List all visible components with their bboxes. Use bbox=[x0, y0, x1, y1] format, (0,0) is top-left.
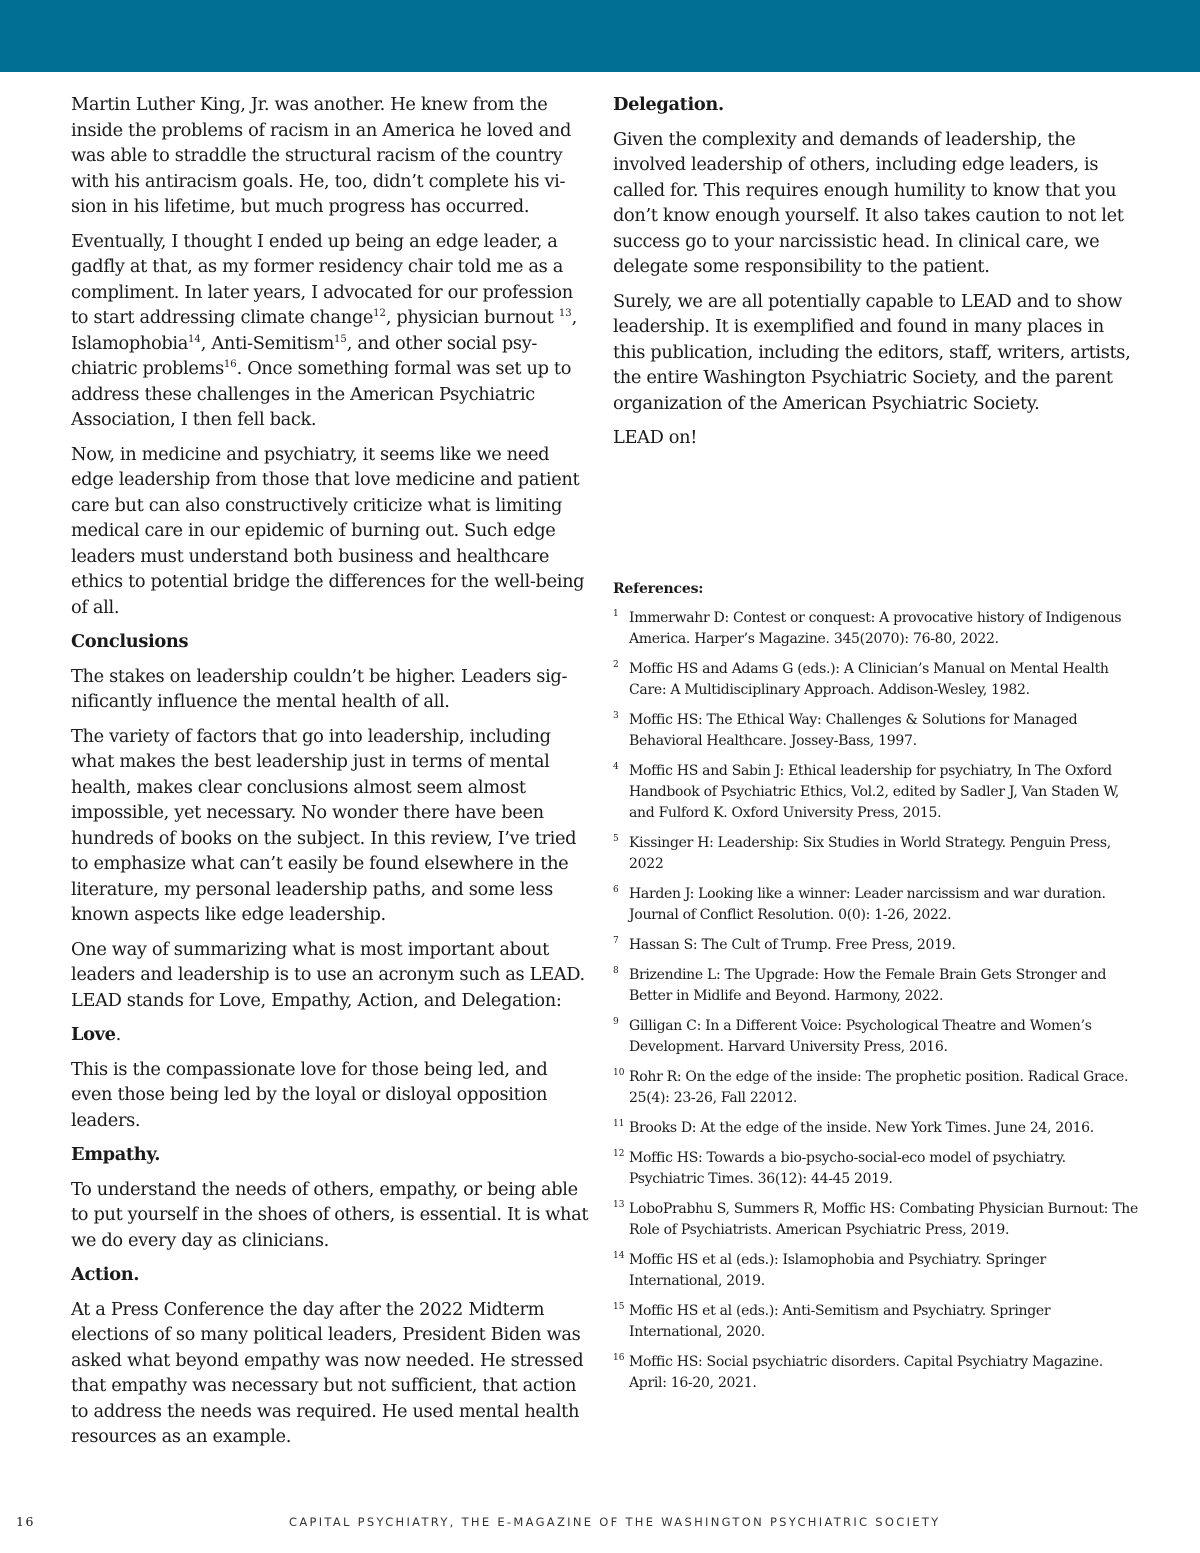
paragraph: Given the complexity and demands of leadership, the involved leadership of others, including edge leaders, is called for. This requires enough humility to know that you don’t know enough yourself. It also takes caution to not let success go to your narcissistic head. In clinical care, we delegate some responsibility to the patient. bbox=[613, 128, 1124, 277]
reference-item bbox=[613, 1148, 1138, 1190]
reference-item bbox=[613, 1016, 1138, 1058]
reference-text: Kissinger H: Leadership: Six Studies in World Strategy. Penguin Press, 2022 bbox=[629, 835, 1111, 872]
reference-text: Harden J: Looking like a winner: Leader narcissism and war duration. Journal of Conflict Resolution. 0(0): 1-26, 2022. bbox=[629, 886, 1106, 923]
page-footer bbox=[0, 1514, 1200, 1534]
section-heading: Empathy. bbox=[71, 1144, 161, 1165]
reference-number: 12 bbox=[613, 1149, 625, 1159]
reference-text: Brooks D: At the edge of the inside. New York Times. June 24, 2016. bbox=[629, 1120, 1094, 1136]
reference-item bbox=[613, 935, 1138, 956]
reference-number: 6 bbox=[613, 885, 619, 895]
paragraph: The variety of factors that go into leadership, including what makes the best leadership just in terms of mental health, makes clear conclusions almost seem almost impossible, yet necessary. No wonder there have been hundreds of books on the subject. In this review, I’ve tried to emphasize what can’t easily be found elsewhere in the literature, my personal leadership paths, and some less known aspects like edge leadership. bbox=[71, 725, 577, 925]
reference-number: 2 bbox=[613, 660, 619, 670]
paragraph: LEAD on! bbox=[613, 427, 698, 448]
references-list bbox=[613, 608, 1138, 1394]
reference-number: 5 bbox=[613, 834, 619, 844]
reference-number: 10 bbox=[613, 1068, 625, 1078]
reference-item bbox=[613, 1250, 1138, 1292]
reference-number: 11 bbox=[613, 1119, 625, 1129]
reference-text: Moffic HS: Towards a bio-psycho-social-eco model of psychiatry. Psychiatric Times. 36(12): 44-45 2019. bbox=[629, 1150, 1066, 1187]
reference-item bbox=[613, 659, 1138, 701]
reference-text: Moffic HS: The Ethical Way: Challenges & Solutions for Managed Behavioral Healthcare. Jossey-Bass, 1997. bbox=[629, 712, 1078, 749]
reference-number: 16 bbox=[613, 1353, 625, 1363]
reference-item bbox=[613, 833, 1138, 875]
reference-text: Brizendine L: The Upgrade: How the Female Brain Gets Stronger and Better in Midlife and Beyond. Harmony, 2022. bbox=[629, 967, 1107, 1004]
section-heading: Delegation. bbox=[613, 94, 724, 115]
reference-text: Moffic HS and Sabin J: Ethical leadership for psychiatry, In The Oxford Handbook of Psychiatric Ethics, Vol.2, edited by Sadler J, Van Staden W, and Fulford K. Oxford University Press, 2015. bbox=[629, 763, 1120, 821]
paragraph: This is the compassionate love for those being led, and even those being led by the loyal or disloyal opposition leaders. bbox=[71, 1058, 548, 1131]
references-heading: References: bbox=[613, 581, 704, 597]
reference-item bbox=[613, 761, 1138, 824]
reference-number: 14 bbox=[613, 1251, 625, 1261]
reference-text: Immerwahr D: Contest or conquest: A provocative history of Indigenous America. Harper’s Magazine. 345(2070): 76-80, 2022. bbox=[629, 610, 1122, 647]
header-bar bbox=[0, 0, 1200, 72]
footer-publication-title: CAPITAL PSYCHIATRY, THE E-MAGAZINE OF THE WASHINGTON PSYCHIATRIC SOCIETY bbox=[289, 1515, 941, 1529]
reference-number: 15 bbox=[613, 1302, 625, 1312]
reference-text: Hassan S: The Cult of Trump. Free Press, 2019. bbox=[629, 937, 956, 953]
reference-number: 7 bbox=[613, 936, 619, 946]
reference-text: Moffic HS and Adams G (eds.): A Clinician’s Manual on Mental Health Care: A Multidisciplinary Approach. Addison-Wesley, 1982. bbox=[629, 661, 1109, 698]
reference-item bbox=[613, 608, 1138, 650]
paragraph: Surely, we are all potentially capable to LEAD and to show leadership. It is exemplified and found in many places in this publication, including the editors, staff, writers, artists, the entire Washington Psychiatric Society, and the parent organization of the American Psychiatric Society. bbox=[613, 290, 1131, 414]
reference-text: Gilligan C: In a Different Voice: Psychological Theatre and Women’s Development. Harvard University Press, 2016. bbox=[629, 1018, 1092, 1055]
paragraph: At a Press Conference the day after the 2022 Midterm elections of so many political leaders, President Biden was asked what beyond empathy was now needed. He stressed that empathy was necessary but not sufficient, that action to address the needs was required. He used mental health resources as an example. bbox=[71, 1298, 584, 1447]
paragraph: Now, in medicine and psychiatry, it seems like we need edge leadership from those that love medicine and patient care but can also constructively criticize what is limiting medical care in our epidemic of burning out. Such edge leaders must understand both business and healthcare ethics to potential bridge the differences for the well-being of all. bbox=[71, 443, 585, 618]
article-column-left bbox=[71, 92, 589, 1459]
reference-text: Moffic HS et al (eds.): Islamophobia and Psychiatry. Springer International, 2019. bbox=[629, 1252, 1046, 1289]
reference-item bbox=[613, 1118, 1138, 1139]
paragraph: Eventually, I thought I ended up being an edge leader, a gadfly at that, as my former residency chair told me as a compliment. In later years, I advocated for our profession to start addressing climate change$^{12}$, physician burnout $^{13}$, Islamophobia$^{14}$, Anti-Semitism$^{15}$, and other social psy- chiatric problems$^{16}$. Once something formal was set up to address these challenges in the American Psychiatric Association, I then fell back. bbox=[71, 230, 577, 430]
reference-text: Moffic HS et al (eds.): Anti-Semitism and Psychiatry. Springer International, 2020. bbox=[629, 1303, 1051, 1340]
reference-number: 1 bbox=[613, 609, 619, 619]
reference-item bbox=[613, 1199, 1138, 1241]
reference-number: 8 bbox=[613, 966, 619, 976]
paragraph: To understand the needs of others, empathy, or being able to put yourself in the shoes of others, is essential. It is what we do every day as clinicians. bbox=[71, 1178, 589, 1251]
reference-item bbox=[613, 710, 1138, 752]
paragraph: The stakes on leadership couldn’t be higher. Leaders sig- nificantly influence the mental health of all. bbox=[71, 665, 568, 712]
paragraph: One way of summarizing what is most important about leaders and leadership is to use an acronym such as LEAD. LEAD stands for Love, Empathy, Action, and Delegation: bbox=[71, 938, 585, 1011]
reference-text: Moffic HS: Social psychiatric disorders. Capital Psychiatry Magazine. April: 16-20, 2021. bbox=[629, 1354, 1103, 1391]
section-heading: Love. bbox=[71, 1024, 121, 1045]
reference-number: 9 bbox=[613, 1017, 619, 1027]
section-heading: Action. bbox=[71, 1264, 140, 1285]
section-heading: Conclusions bbox=[71, 631, 189, 652]
reference-number: 3 bbox=[613, 711, 619, 721]
reference-number: 13 bbox=[613, 1200, 625, 1210]
reference-item bbox=[613, 965, 1138, 1007]
reference-text: LoboPrabhu S, Summers R, Moffic HS: Combating Physician Burnout: The Role of Psychiatrists. American Psychiatric Press, 2019. bbox=[629, 1201, 1138, 1238]
page-number: 16 bbox=[16, 1514, 35, 1529]
references-section bbox=[613, 580, 1138, 1403]
reference-item bbox=[613, 884, 1138, 926]
paragraph: Martin Luther King, Jr. was another. He knew from the inside the problems of racism in an America he loved and was able to straddle the structural racism of the country with his antiracism goals. He, too, didn’t complete his vi- sion in his lifetime, but much progress has occurred. bbox=[71, 94, 571, 217]
reference-item bbox=[613, 1301, 1138, 1343]
reference-text: Rohr R: On the edge of the inside: The prophetic position. Radical Grace. 25(4): 23-26, Fall 22012. bbox=[629, 1069, 1129, 1106]
article-column-right bbox=[613, 92, 1138, 460]
reference-number: 4 bbox=[613, 762, 619, 772]
reference-item bbox=[613, 1067, 1138, 1109]
reference-item bbox=[613, 1352, 1138, 1394]
